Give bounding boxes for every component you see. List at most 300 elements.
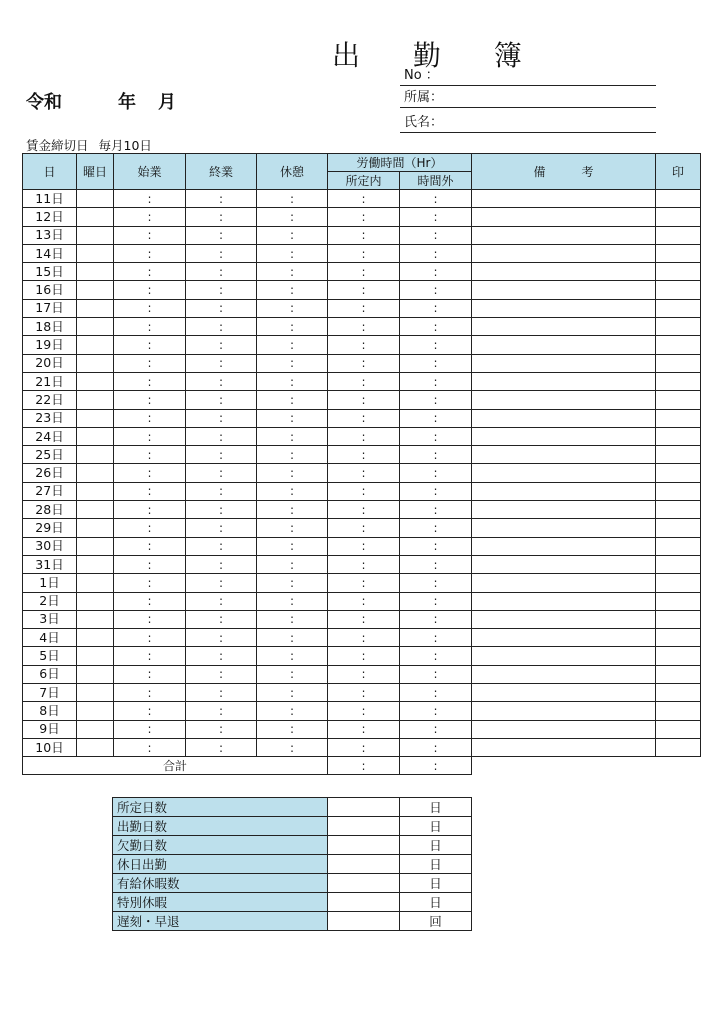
end-cell[interactable]: [186, 482, 257, 500]
scheduled-cell[interactable]: [328, 720, 400, 738]
seal-cell[interactable]: [656, 610, 701, 628]
overtime-cell[interactable]: [400, 629, 472, 647]
seal-cell[interactable]: [656, 409, 701, 427]
time-colon: :: [147, 411, 152, 426]
overtime-cell[interactable]: [400, 647, 472, 665]
end-cell[interactable]: [186, 555, 257, 573]
scheduled-cell[interactable]: [328, 519, 400, 537]
seal-cell[interactable]: [656, 720, 701, 738]
seal-cell[interactable]: [656, 665, 701, 683]
break-cell[interactable]: [257, 190, 328, 208]
weekday-cell[interactable]: [77, 592, 114, 610]
break-cell[interactable]: [257, 555, 328, 573]
break-cell[interactable]: [257, 226, 328, 244]
start-cell[interactable]: [114, 409, 186, 427]
day-cell: 21日: [23, 372, 77, 390]
start-cell[interactable]: [114, 629, 186, 647]
overtime-cell[interactable]: [400, 555, 472, 573]
scheduled-cell[interactable]: [328, 427, 400, 445]
overtime-cell[interactable]: [400, 226, 472, 244]
weekday-cell[interactable]: [77, 738, 114, 756]
break-cell[interactable]: [257, 299, 328, 317]
time-colon: :: [433, 338, 438, 353]
scheduled-cell[interactable]: [328, 482, 400, 500]
weekday-cell[interactable]: [77, 464, 114, 482]
weekday-cell[interactable]: [77, 336, 114, 354]
start-cell[interactable]: [114, 318, 186, 336]
start-cell[interactable]: [114, 190, 186, 208]
overtime-cell[interactable]: [400, 464, 472, 482]
end-cell[interactable]: [186, 720, 257, 738]
seal-cell[interactable]: [656, 391, 701, 409]
seal-cell[interactable]: [656, 226, 701, 244]
start-cell[interactable]: [114, 574, 186, 592]
break-cell[interactable]: [257, 738, 328, 756]
header-labor-hours: 労働時間（Hr）: [328, 154, 472, 172]
end-cell[interactable]: [186, 372, 257, 390]
remarks-cell[interactable]: [472, 720, 656, 738]
table-row: [23, 190, 701, 208]
weekday-cell[interactable]: [77, 665, 114, 683]
overtime-cell[interactable]: [400, 684, 472, 702]
end-cell[interactable]: [186, 647, 257, 665]
overtime-cell[interactable]: [400, 446, 472, 464]
scheduled-cell[interactable]: [328, 299, 400, 317]
end-cell[interactable]: [186, 263, 257, 281]
weekday-cell[interactable]: [77, 537, 114, 555]
scheduled-cell[interactable]: [328, 574, 400, 592]
name-field[interactable]: [400, 113, 656, 133]
time-colon: :: [147, 594, 152, 609]
seal-cell[interactable]: [656, 281, 701, 299]
seal-cell[interactable]: [656, 592, 701, 610]
end-cell[interactable]: [186, 318, 257, 336]
day-cell: 8日: [23, 702, 77, 720]
scheduled-cell[interactable]: [328, 446, 400, 464]
seal-cell[interactable]: [656, 336, 701, 354]
remarks-cell[interactable]: [472, 665, 656, 683]
weekday-cell[interactable]: [77, 354, 114, 372]
overtime-cell[interactable]: [400, 702, 472, 720]
overtime-cell[interactable]: [400, 391, 472, 409]
remarks-cell[interactable]: [472, 647, 656, 665]
overtime-cell[interactable]: [400, 190, 472, 208]
overtime-cell[interactable]: [400, 318, 472, 336]
time-colon: :: [218, 246, 224, 261]
page-title: 出 勤 簿: [332, 39, 544, 72]
break-cell[interactable]: [257, 629, 328, 647]
overtime-cell[interactable]: [400, 665, 472, 683]
scheduled-cell[interactable]: [328, 354, 400, 372]
remarks-cell[interactable]: [472, 610, 656, 628]
end-cell[interactable]: [186, 629, 257, 647]
overtime-cell[interactable]: [400, 738, 472, 756]
summary-unit: 日: [400, 874, 472, 893]
scheduled-cell[interactable]: [328, 226, 400, 244]
seal-cell[interactable]: [656, 299, 701, 317]
remarks-cell[interactable]: [472, 446, 656, 464]
end-cell[interactable]: [186, 299, 257, 317]
break-cell[interactable]: [257, 263, 328, 281]
end-cell[interactable]: [186, 190, 257, 208]
time-colon: :: [147, 374, 152, 389]
remarks-cell[interactable]: [472, 574, 656, 592]
weekday-cell[interactable]: [77, 372, 114, 390]
weekday-cell[interactable]: [77, 720, 114, 738]
overtime-cell[interactable]: [400, 519, 472, 537]
table-row: [23, 647, 701, 665]
weekday-cell[interactable]: [77, 281, 114, 299]
end-cell[interactable]: [186, 610, 257, 628]
table-row: [23, 281, 701, 299]
break-cell[interactable]: [257, 501, 328, 519]
summary-value-cell[interactable]: [328, 874, 400, 893]
remarks-cell[interactable]: [472, 629, 656, 647]
start-cell[interactable]: [114, 391, 186, 409]
break-cell[interactable]: [257, 702, 328, 720]
end-cell[interactable]: [186, 336, 257, 354]
overtime-cell[interactable]: [400, 610, 472, 628]
end-cell[interactable]: [186, 738, 257, 756]
header-scheduled: 所定内: [328, 172, 400, 190]
start-cell[interactable]: [114, 720, 186, 738]
time-colon: :: [361, 649, 366, 664]
seal-cell[interactable]: [656, 482, 701, 500]
time-colon: :: [433, 630, 438, 645]
scheduled-cell[interactable]: [328, 208, 400, 226]
break-cell[interactable]: [257, 391, 328, 409]
end-cell[interactable]: [186, 592, 257, 610]
scheduled-cell[interactable]: [328, 684, 400, 702]
header-overtime: 時間外: [400, 172, 472, 190]
seal-cell[interactable]: [656, 354, 701, 372]
summary-value-cell[interactable]: [328, 912, 400, 931]
break-cell[interactable]: [257, 354, 328, 372]
remarks-cell[interactable]: [472, 537, 656, 555]
remarks-cell[interactable]: [472, 226, 656, 244]
seal-cell[interactable]: [656, 372, 701, 390]
start-cell[interactable]: [114, 647, 186, 665]
end-cell[interactable]: [186, 501, 257, 519]
remarks-cell[interactable]: [472, 427, 656, 445]
seal-cell[interactable]: [656, 629, 701, 647]
weekday-cell[interactable]: [77, 263, 114, 281]
overtime-cell[interactable]: [400, 336, 472, 354]
remarks-cell[interactable]: [472, 336, 656, 354]
weekday-cell[interactable]: [77, 446, 114, 464]
summary-value-cell[interactable]: [328, 798, 400, 817]
seal-cell[interactable]: [656, 684, 701, 702]
total-overtime-cell[interactable]: [400, 757, 472, 775]
end-cell[interactable]: [186, 208, 257, 226]
weekday-cell[interactable]: [77, 629, 114, 647]
scheduled-cell[interactable]: [328, 702, 400, 720]
start-cell[interactable]: [114, 464, 186, 482]
overtime-cell[interactable]: [400, 299, 472, 317]
remarks-cell[interactable]: [472, 244, 656, 262]
end-cell[interactable]: [186, 702, 257, 720]
time-colon: :: [361, 740, 366, 755]
remarks-cell[interactable]: [472, 318, 656, 336]
weekday-cell[interactable]: [77, 409, 114, 427]
time-colon: :: [433, 209, 438, 224]
start-cell[interactable]: [114, 446, 186, 464]
start-cell[interactable]: [114, 226, 186, 244]
end-cell[interactable]: [186, 409, 257, 427]
weekday-cell[interactable]: [77, 391, 114, 409]
start-cell[interactable]: [114, 354, 186, 372]
overtime-cell[interactable]: [400, 263, 472, 281]
end-cell[interactable]: [186, 684, 257, 702]
weekday-cell[interactable]: [77, 482, 114, 500]
overtime-cell[interactable]: [400, 244, 472, 262]
overtime-cell[interactable]: [400, 427, 472, 445]
scheduled-cell[interactable]: [328, 263, 400, 281]
remarks-cell[interactable]: [472, 684, 656, 702]
remarks-cell[interactable]: [472, 501, 656, 519]
scheduled-cell[interactable]: [328, 665, 400, 683]
scheduled-cell[interactable]: [328, 391, 400, 409]
time-colon: :: [433, 301, 438, 316]
weekday-cell[interactable]: [77, 208, 114, 226]
table-row: [23, 629, 701, 647]
dept-field[interactable]: [400, 88, 656, 108]
seal-cell[interactable]: [656, 702, 701, 720]
seal-cell[interactable]: [656, 318, 701, 336]
remarks-cell[interactable]: [472, 555, 656, 573]
overtime-cell[interactable]: [400, 208, 472, 226]
end-cell[interactable]: [186, 446, 257, 464]
break-cell[interactable]: [257, 519, 328, 537]
summary-value-cell[interactable]: [328, 817, 400, 836]
start-cell[interactable]: [114, 684, 186, 702]
remarks-cell[interactable]: [472, 738, 656, 756]
remarks-cell[interactable]: [472, 464, 656, 482]
seal-cell[interactable]: [656, 263, 701, 281]
scheduled-cell[interactable]: [328, 372, 400, 390]
time-colon: :: [433, 466, 438, 481]
weekday-cell[interactable]: [77, 574, 114, 592]
scheduled-cell[interactable]: [328, 629, 400, 647]
remarks-cell[interactable]: [472, 208, 656, 226]
table-row: [23, 665, 701, 683]
break-cell[interactable]: [257, 244, 328, 262]
end-cell[interactable]: [186, 665, 257, 683]
weekday-cell[interactable]: [77, 519, 114, 537]
start-cell[interactable]: [114, 610, 186, 628]
break-cell[interactable]: [257, 446, 328, 464]
scheduled-cell[interactable]: [328, 647, 400, 665]
break-cell[interactable]: [257, 409, 328, 427]
end-cell[interactable]: [186, 519, 257, 537]
summary-value-cell[interactable]: [328, 893, 400, 912]
overtime-cell[interactable]: [400, 501, 472, 519]
remarks-cell[interactable]: [472, 519, 656, 537]
overtime-cell[interactable]: [400, 281, 472, 299]
weekday-cell[interactable]: [77, 427, 114, 445]
break-cell[interactable]: [257, 647, 328, 665]
remarks-cell[interactable]: [472, 592, 656, 610]
scheduled-cell[interactable]: [328, 555, 400, 573]
time-colon: :: [361, 575, 366, 590]
remarks-cell[interactable]: [472, 372, 656, 390]
start-cell[interactable]: [114, 592, 186, 610]
summary-value-cell[interactable]: [328, 836, 400, 855]
start-cell[interactable]: [114, 336, 186, 354]
start-cell[interactable]: [114, 482, 186, 500]
start-cell[interactable]: [114, 427, 186, 445]
break-cell[interactable]: [257, 281, 328, 299]
seal-cell[interactable]: [656, 464, 701, 482]
seal-cell[interactable]: [656, 427, 701, 445]
break-cell[interactable]: [257, 318, 328, 336]
time-colon: :: [218, 411, 224, 426]
seal-cell[interactable]: [656, 738, 701, 756]
break-cell[interactable]: [257, 610, 328, 628]
time-colon: :: [433, 356, 438, 371]
break-cell[interactable]: [257, 336, 328, 354]
summary-unit: 日: [400, 817, 472, 836]
table-row: [23, 482, 701, 500]
end-cell[interactable]: [186, 226, 257, 244]
remarks-cell[interactable]: [472, 299, 656, 317]
scheduled-cell[interactable]: [328, 336, 400, 354]
time-colon: :: [289, 319, 295, 334]
start-cell[interactable]: [114, 263, 186, 281]
seal-cell[interactable]: [656, 555, 701, 573]
weekday-cell[interactable]: [77, 647, 114, 665]
break-cell[interactable]: [257, 592, 328, 610]
start-cell[interactable]: [114, 501, 186, 519]
start-cell[interactable]: [114, 208, 186, 226]
weekday-cell[interactable]: [77, 318, 114, 336]
remarks-cell[interactable]: [472, 354, 656, 372]
scheduled-cell[interactable]: [328, 592, 400, 610]
start-cell[interactable]: [114, 372, 186, 390]
overtime-cell[interactable]: [400, 372, 472, 390]
remarks-cell[interactable]: [472, 281, 656, 299]
remarks-cell[interactable]: [472, 702, 656, 720]
break-cell[interactable]: [257, 372, 328, 390]
start-cell[interactable]: [114, 244, 186, 262]
scheduled-cell[interactable]: [328, 537, 400, 555]
seal-cell[interactable]: [656, 446, 701, 464]
weekday-cell[interactable]: [77, 244, 114, 262]
break-cell[interactable]: [257, 427, 328, 445]
weekday-cell[interactable]: [77, 610, 114, 628]
scheduled-cell[interactable]: [328, 318, 400, 336]
remarks-cell[interactable]: [472, 263, 656, 281]
no-field[interactable]: [400, 66, 656, 86]
time-colon: :: [147, 685, 152, 700]
scheduled-cell[interactable]: [328, 464, 400, 482]
remarks-cell[interactable]: [472, 482, 656, 500]
end-cell[interactable]: [186, 354, 257, 372]
time-colon: :: [361, 667, 366, 682]
day-cell: 16日: [23, 281, 77, 299]
overtime-cell[interactable]: [400, 537, 472, 555]
summary-value-cell[interactable]: [328, 855, 400, 874]
break-cell[interactable]: [257, 208, 328, 226]
scheduled-cell[interactable]: [328, 409, 400, 427]
weekday-cell[interactable]: [77, 226, 114, 244]
overtime-cell[interactable]: [400, 482, 472, 500]
scheduled-cell[interactable]: [328, 281, 400, 299]
scheduled-cell[interactable]: [328, 501, 400, 519]
day-cell: 25日: [23, 446, 77, 464]
time-colon: :: [289, 703, 295, 718]
start-cell[interactable]: [114, 555, 186, 573]
seal-cell[interactable]: [656, 519, 701, 537]
seal-cell[interactable]: [656, 647, 701, 665]
scheduled-cell[interactable]: [328, 610, 400, 628]
start-cell[interactable]: [114, 519, 186, 537]
break-cell[interactable]: [257, 482, 328, 500]
summary-unit: 日: [400, 798, 472, 817]
break-cell[interactable]: [257, 464, 328, 482]
header-seal: 印: [656, 154, 701, 190]
break-cell[interactable]: [257, 537, 328, 555]
total-scheduled-cell[interactable]: [328, 757, 400, 775]
weekday-cell[interactable]: [77, 555, 114, 573]
break-cell[interactable]: [257, 720, 328, 738]
seal-cell[interactable]: [656, 244, 701, 262]
weekday-cell[interactable]: [77, 684, 114, 702]
summary-label: 出勤日数: [113, 817, 328, 836]
time-colon: :: [289, 557, 295, 572]
overtime-cell[interactable]: [400, 354, 472, 372]
time-colon: :: [433, 319, 438, 334]
end-cell[interactable]: [186, 537, 257, 555]
break-cell[interactable]: [257, 665, 328, 683]
seal-cell[interactable]: [656, 208, 701, 226]
seal-cell[interactable]: [656, 501, 701, 519]
weekday-cell[interactable]: [77, 702, 114, 720]
scheduled-cell[interactable]: [328, 190, 400, 208]
overtime-cell[interactable]: [400, 592, 472, 610]
seal-cell[interactable]: [656, 190, 701, 208]
start-cell[interactable]: [114, 702, 186, 720]
scheduled-cell[interactable]: [328, 738, 400, 756]
scheduled-cell[interactable]: [328, 244, 400, 262]
end-cell[interactable]: [186, 574, 257, 592]
overtime-cell[interactable]: [400, 720, 472, 738]
start-cell[interactable]: [114, 665, 186, 683]
remarks-cell[interactable]: [472, 409, 656, 427]
weekday-cell[interactable]: [77, 190, 114, 208]
overtime-cell[interactable]: [400, 574, 472, 592]
start-cell[interactable]: [114, 299, 186, 317]
end-cell[interactable]: [186, 427, 257, 445]
remarks-cell[interactable]: [472, 391, 656, 409]
end-cell[interactable]: [186, 464, 257, 482]
end-cell[interactable]: [186, 281, 257, 299]
time-colon: :: [289, 502, 295, 517]
weekday-cell[interactable]: [77, 299, 114, 317]
end-cell[interactable]: [186, 391, 257, 409]
seal-cell[interactable]: [656, 574, 701, 592]
weekday-cell[interactable]: [77, 501, 114, 519]
seal-cell[interactable]: [656, 537, 701, 555]
end-cell[interactable]: [186, 244, 257, 262]
break-cell[interactable]: [257, 574, 328, 592]
remarks-cell[interactable]: [472, 190, 656, 208]
break-cell[interactable]: [257, 684, 328, 702]
start-cell[interactable]: [114, 537, 186, 555]
start-cell[interactable]: [114, 281, 186, 299]
overtime-cell[interactable]: [400, 409, 472, 427]
start-cell[interactable]: [114, 738, 186, 756]
